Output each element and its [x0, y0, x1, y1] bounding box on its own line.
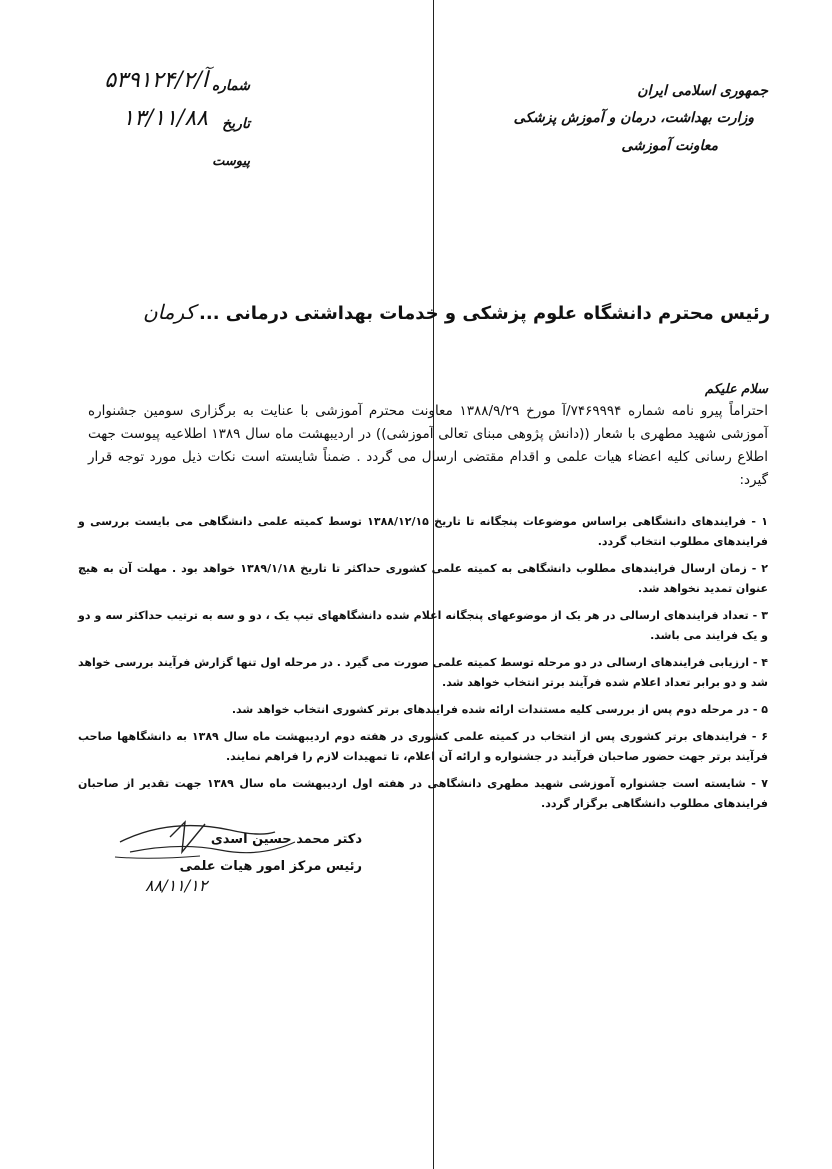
- signature-block: [122, 826, 362, 880]
- letterhead: [508, 78, 768, 160]
- intro-paragraph: احتراماً پیرو نامه شماره ۷۴۶۹۹۹۴/آ مورخ ۱۳۸۸/۹/۲۹ معاونت محترم آموزشی با عنایت به برگزاری سومین جشنواره آموزشی شهید مطهری با شعار ((دانش پژوهی مبنای تعالی آموزشی)) در اردیبهشت ماه سال ۱۳۸۹ اطلاعیه پیوست جهت اطلاع رسانی کلیه اعضاء هیات علمی و اقدام مقتضی ارسال می گردد . ضمناً شایسته است نکات ذیل مورد توجه قرار گیرد:: [88, 403, 768, 488]
- list-item: ۵ - در مرحله دوم پس از بررسی کلیه مستندات ارائه شده فرایندهای برتر کشوری انتخاب خواهد شد.: [231, 703, 768, 716]
- handwritten-date: ۸۸/۱۱/۱۲: [145, 876, 208, 895]
- reference-date-value: ۱۳/۱۱/۸۸: [122, 106, 208, 131]
- reference-attachment-row: [60, 144, 250, 182]
- addressee-printed: رئیس محترم دانشگاه علوم پزشکی و خدمات بهداشتی درمانی ...: [199, 303, 770, 324]
- reference-number-row: [60, 68, 250, 106]
- signatory-name: دکتر محمد حسین اسدی: [210, 832, 362, 847]
- addressee-handwritten: کرمان: [142, 300, 196, 324]
- greeting: سلام علیکم: [704, 382, 768, 397]
- addressee-line: [70, 300, 770, 324]
- list-item: ۷ - شایسته است جشنواره آموزشی شهید مطهری دانشگاهی در هفته اول اردیبهشت ماه سال ۱۳۸۹ جهت تقدیر از صاحبان فرایندهای مطلوب دانشگاهی برگزار گردد.: [78, 777, 768, 810]
- items-list: [78, 512, 768, 821]
- reference-date-row: [60, 106, 250, 144]
- signatory-title: رئیس مرکز امور هیات علمی: [179, 859, 362, 874]
- reference-attachment-label: پیوست: [212, 154, 250, 169]
- reference-date-label: تاریخ: [222, 116, 250, 132]
- list-item: ۳ - تعداد فرایندهای ارسالی در هر یک از موضوعهای پنجگانه اعلام شده دانشگاههای تیپ یک ، دو و سه به ترتیب حداکثر سه و دو و یک فرایند می باشد.: [78, 609, 768, 642]
- letterhead-department: معاونت آموزشی: [621, 137, 718, 154]
- list-item: ۴ - ارزیابی فرایندهای ارسالی در دو مرحله توسط کمیته علمی صورت می گیرد . در مرحله اول تنها گزارش فرآیند بررسی خواهد شد و دو برابر تعداد اعلام شده فرآیند برتر انتخاب خواهد شد.: [78, 656, 768, 689]
- list-item: ۱ - فرایندهای دانشگاهی براساس موضوعات پنجگانه تا تاریخ ۱۳۸۸/۱۲/۱۵ توسط کمیته علمی دانشگاهی می بایست بررسی و فرایندهای مطلوب انتخاب گردد.: [78, 515, 768, 548]
- reference-block: [60, 68, 250, 182]
- list-item: ۶ - فرایندهای برتر کشوری پس از انتخاب در کمیته علمی کشوری در هفته دوم اردیبهشت ماه سال ۱۳۸۹ به دانشگاهها صاحب فرآیند برتر جهت حضور صاحبان فرآیند در جشنواره و ارائه آن اعلام، تا تمهیدات لازم را فراهم نمایند.: [78, 730, 768, 763]
- letterhead-ministry: وزارت بهداشت، درمان و آموزش پزشکی: [513, 110, 754, 127]
- reference-number-value: ۵۳۹۱۲۴/۲/آ: [104, 68, 208, 93]
- reference-number-label: شماره: [211, 78, 250, 94]
- letterhead-country: جمهوری اسلامی ایران: [637, 83, 768, 99]
- list-item: ۲ - زمان ارسال فرایندهای مطلوب دانشگاهی به کمیته علمی کشوری حداکثر تا تاریخ ۱۳۸۹/۱/۱۸ خواهد بود . مهلت آن به هیچ عنوان تمدید نخواهد شد.: [78, 562, 768, 595]
